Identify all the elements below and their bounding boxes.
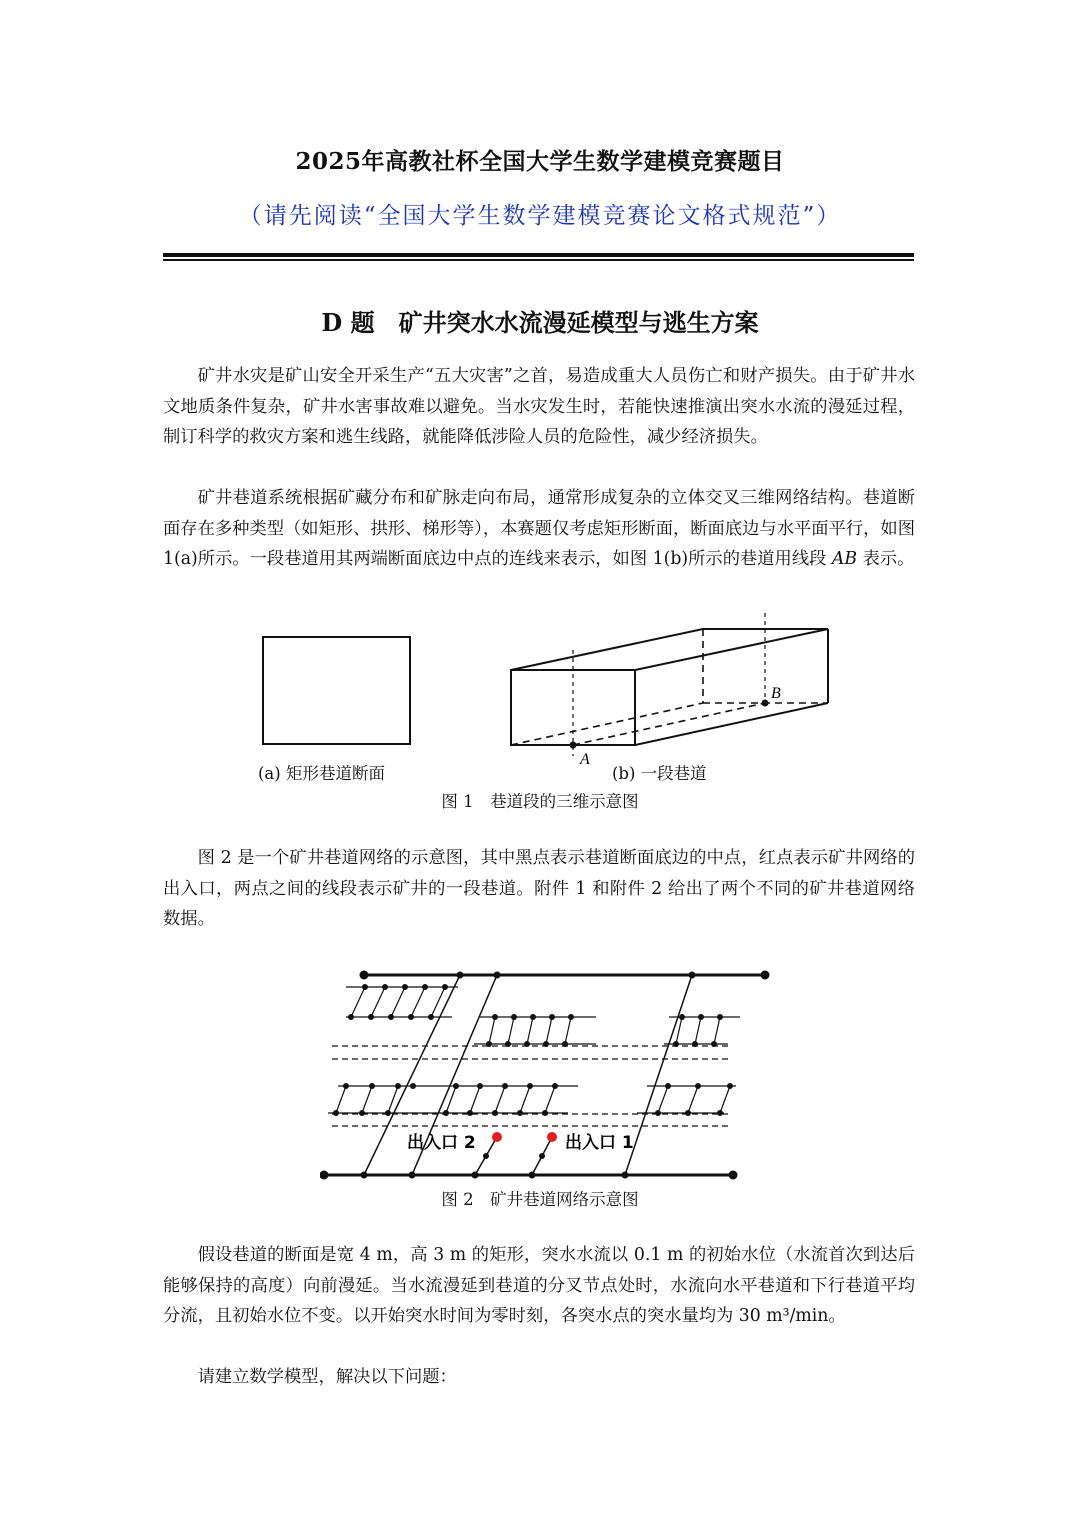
- exit-2-label: 出入口 2: [407, 1133, 476, 1153]
- paragraph-network: 图 2 是一个矿井巷道网络的示意图，其中黑点表示巷道断面底边的中点，红点表示矿井网络的出入口，两点之间的线段表示矿井的一段巷道。附件 1 和附件 2 给出了两个不同的矿井巷道网络数据。: [163, 848, 915, 929]
- page-title: 2025年高教社杯全国大学生数学建模竞赛题目: [295, 148, 785, 175]
- main-tunnels: [324, 975, 765, 1175]
- point-a-label: A: [580, 751, 590, 768]
- figure-1a-caption: (a) 矩形巷道断面: [258, 764, 385, 783]
- figure-1-caption: 图 1 巷道段的三维示意图: [441, 792, 639, 811]
- point-b-label: B: [771, 685, 781, 702]
- paragraph-tunnel-structure: [163, 483, 915, 575]
- level-2-grid: [328, 1086, 736, 1113]
- paragraph-task: 请建立数学模型，解决以下问题：: [197, 1367, 457, 1387]
- exit-1-label: 出入口 1: [565, 1133, 634, 1153]
- page-subtitle: （请先阅读“全国大学生数学建模竞赛论文格式规范”）: [238, 203, 842, 229]
- rect-cross-section: [263, 637, 410, 744]
- figure-2: [320, 960, 770, 1190]
- tunnel-nodes: [320, 971, 770, 1180]
- paragraph-intro: 矿井水灾是矿山安全开采生产“五大灾害”之首，易造成重大人员伤亡和财产损失。由于矿井水文地质条件复杂，矿井水害事故难以避免。当水灾发生时，若能快速推演出突水水流的漫延过程，制订科学的救灾方案和逃生线路，就能降低涉险人员的危险性，减少经济损失。: [163, 366, 915, 447]
- header-rule-thin: [163, 259, 914, 261]
- center-axes: [573, 613, 765, 756]
- paragraph-text: 矿井巷道系统根据矿藏分布和矿脉走向布局，通常形成复杂的立体交叉三维网络结构。巷道断面存在多种类型（如矩形、拱形、梯形等），本赛题仅考虑矩形断面，断面底边与水平面平行，如图 1(a)所示。一段巷道用其两端断面底边中点的连线来表示，如图 1(b)所示的巷道用线段: [163, 488, 915, 569]
- point-b: [762, 700, 769, 707]
- segment-ab-label: AB: [831, 549, 858, 569]
- exit-1-point: [547, 1132, 557, 1142]
- figure-2-caption: 图 2 矿井巷道网络示意图: [441, 1190, 639, 1209]
- paragraph-assumptions: 假设巷道的断面是宽 4 m，高 3 m 的矩形，突水水流以 0.1 m 的初始水位（水流首次到达后能够保持的高度）向前漫延。当水流漫延到巷道的分叉节点处时，水流向水平巷道和下行巷道平均分流，且初始水位不变。以开始突水时间为零时刻，各突水点的突水量均为 30 m³/min。: [163, 1245, 915, 1326]
- figure-1b-caption: (b) 一段巷道: [612, 764, 707, 783]
- point-a: [570, 742, 577, 749]
- problem-title: D 题 矿井突水水流漫延模型与逃生方案: [321, 308, 759, 337]
- paragraph-text-end: 表示。: [857, 549, 915, 569]
- exit-2-point: [492, 1132, 502, 1142]
- header-rule-thick: [163, 253, 914, 257]
